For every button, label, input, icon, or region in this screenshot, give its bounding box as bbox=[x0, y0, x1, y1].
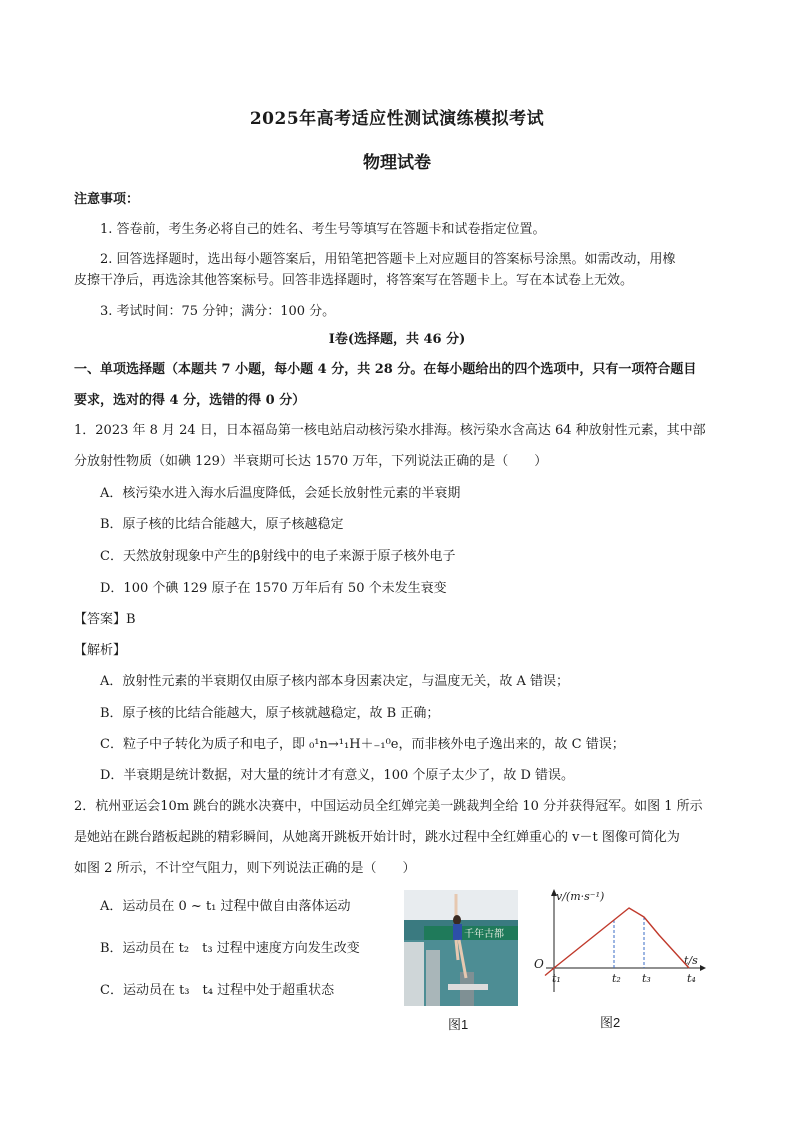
q2-option-a: A．运动员在 0 ~ t₁ 过程中做自由落体运动 bbox=[100, 899, 351, 914]
q1-option-d: D．100 个碘 129 原子在 1570 万年后有 50 个未发生衰变 bbox=[100, 581, 447, 596]
q2-option-b: B．运动员在 t₂ t₃ 过程中速度方向发生改变 bbox=[100, 941, 360, 956]
notice-heading: 注意事项： bbox=[74, 192, 140, 207]
x-tick-label-4: t₄ bbox=[687, 972, 696, 985]
q2-stem-2: 是她站在跳台踏板起跳的精彩瞬间，从她离开跳板开始计时，跳水过程中全红婵重心的 v－t 图像可简化为 bbox=[74, 830, 680, 845]
q1-option-b: B．原子核的比结合能越大，原子核越稳定 bbox=[100, 517, 344, 532]
photo-banner-text: 千年古都 bbox=[464, 929, 504, 940]
section-title: Ⅰ卷(选择题，共 46 分) bbox=[328, 332, 466, 347]
q1-explanation-a: A．放射性元素的半衰期仅由原子核内部本身因素决定，与温度无关，故 A 错误； bbox=[100, 674, 570, 689]
q1-stem-2: 分放射性物质（如碘 129）半衰期可长达 1570 万年，下列说法正确的是（ ） bbox=[74, 454, 548, 469]
page-subtitle: 物理试卷 bbox=[363, 153, 431, 173]
q1-explanation-d: D．半衰期是统计数据，对大量的统计才有意义，100 个原子太少了，故 D 错误。 bbox=[100, 768, 575, 783]
figure-1-photo bbox=[404, 890, 518, 1006]
vt-curve bbox=[545, 908, 689, 976]
diver-photo-illustration bbox=[404, 890, 518, 1006]
page-title: 2025年高考适应性测试演练模拟考试 bbox=[249, 109, 545, 129]
y-axis-label: v/(m·s⁻¹) bbox=[556, 890, 605, 903]
q2-stem-3: 如图 2 所示，不计空气阻力，则下列说法正确的是（ ） bbox=[74, 861, 416, 876]
q1-analysis-heading: 【解析】 bbox=[74, 643, 127, 658]
notice-item-3: 3. 考试时间：75 分钟；满分：100 分。 bbox=[100, 304, 336, 319]
figure-2-vt-chart bbox=[536, 888, 706, 996]
q1-explanation-c: C．粒子中子转化为质子和电子，即 ₀¹n→¹₁H＋₋₁⁰e，而非核外电子逸出来的，故 C 错误； bbox=[100, 737, 625, 752]
x-axis-label: t/s bbox=[684, 954, 698, 967]
q1-option-c: C．天然放射现象中产生的β射线中的电子来源于原子核外电子 bbox=[100, 549, 456, 564]
q1-option-a: A．核污染水进入海水后温度降低，会延长放射性元素的半衰期 bbox=[100, 486, 461, 501]
q1-explanation-b: B．原子核的比结合能越大，原子核就越稳定，故 B 正确； bbox=[100, 706, 440, 721]
figure-1-caption: 图1 bbox=[448, 1017, 469, 1032]
q2-stem-1: 2．杭州亚运会10m 跳台的跳水决赛中，中国运动员全红婵完美一跳裁判全给 10 分并获得冠军。如图 1 所示 bbox=[74, 799, 703, 814]
q2-option-c: C．运动员在 t₃ t₄ 过程中处于超重状态 bbox=[100, 983, 335, 998]
q1-answer: 【答案】B bbox=[74, 612, 136, 627]
figure-2-caption: 图2 bbox=[600, 1015, 621, 1030]
notice-item-2a: 2. 回答选择题时，选出每小题答案后，用铅笔把答题卡上对应题目的答案标号涂黑。如需改动，用橡 bbox=[100, 252, 676, 267]
origin-label: O bbox=[534, 957, 544, 971]
x-axis-arrow bbox=[700, 965, 706, 971]
part1-line-2: 要求，选对的得 4 分，选错的得 0 分） bbox=[74, 393, 306, 408]
part1-line-1: 一、单项选择题（本题共 7 小题，每小题 4 分，共 28 分。在每小题给出的四个选项中，只有一项符合题目 bbox=[74, 362, 697, 377]
x-tick-label-2: t₂ bbox=[612, 972, 621, 985]
q1-stem-1: 1．2023 年 8 月 24 日，日本福岛第一核电站启动核污染水排海。核污染水含高达 64 种放射性元素，其中部 bbox=[74, 423, 706, 438]
x-tick-label-3: t₃ bbox=[642, 972, 651, 985]
x-tick-label-1: t₁ bbox=[552, 972, 561, 985]
notice-item-1: 1. 答卷前，考生务必将自己的姓名、考生号等填写在答题卡和试卷指定位置。 bbox=[100, 222, 546, 237]
notice-item-2b: 皮擦干净后，再选涂其他答案标号。回答非选择题时，将答案写在答题卡上。写在本试卷上无效。 bbox=[74, 273, 634, 288]
